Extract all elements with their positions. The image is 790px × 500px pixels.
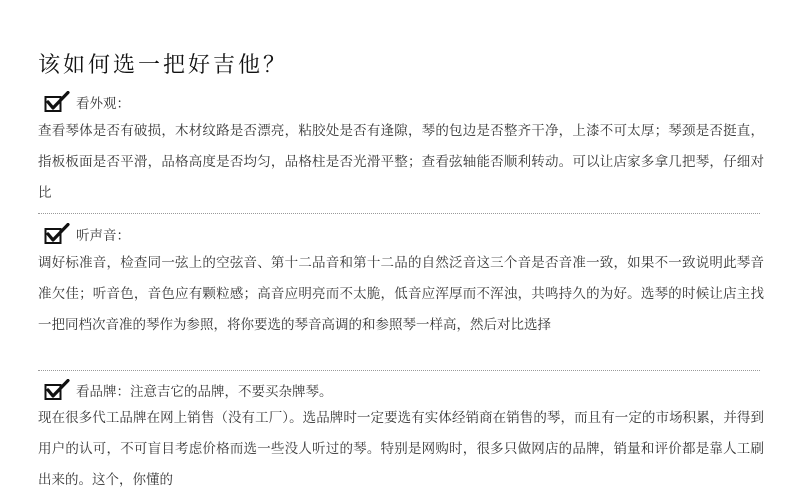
section-divider — [38, 213, 760, 214]
section-text-appearance: 查看琴体是否有破损，木材纹路是否漂亮，粘胶处是否有逢隙，琴的包边是否整齐干净，上漆不可太厚；琴颈是否挺直，指板板面是否平滑，品格高度是否均匀，品格柱是否光滑平整；查看弦轴能否顺利转动。可以让店家多拿几把琴，仔细对比 — [38, 123, 764, 201]
section-text-sound: 调好标准音，检查同一弦上的空弦音、第十二品音和第十二品的自然泛音这三个音是否音准一致，如果不一致说明此琴音准欠佳；听音色，音色应有颗粒感；高音应明亮而不太脆，低音应浑厚而不浑浊，共鸣持久的为好。选琴的时候让店主找一把同档次音准的琴作为参照，将你要选的琴音高调的和参照琴一样高，然后对比选择 — [38, 255, 764, 333]
section-header-brand — [44, 378, 333, 402]
section-header-appearance — [44, 90, 130, 114]
section-label: 看外观： — [76, 96, 130, 112]
section-divider — [38, 370, 760, 371]
page-title: 该如何选一把好吉他？ — [38, 53, 289, 78]
section-text-brand: 现在很多代工品牌在网上销售（没有工厂）。选品牌时一定要选有实体经销商在销售的琴，而且有一定的市场积累，并得到用户的认可，不可盲目考虑价格而选一些没人听过的琴。特别是网购时，很多只做网店的品牌，销量和评价都是靠人工刷出来的。这个，你懂的 — [38, 410, 764, 488]
checked-box-icon — [44, 91, 70, 113]
section-header-sound — [44, 222, 130, 246]
checked-box-icon — [44, 223, 70, 245]
section-label: 听声音： — [76, 228, 130, 244]
section-label: 看品牌：注意吉它的品牌，不要买杂牌琴。 — [76, 384, 333, 400]
checked-box-icon — [44, 379, 70, 401]
